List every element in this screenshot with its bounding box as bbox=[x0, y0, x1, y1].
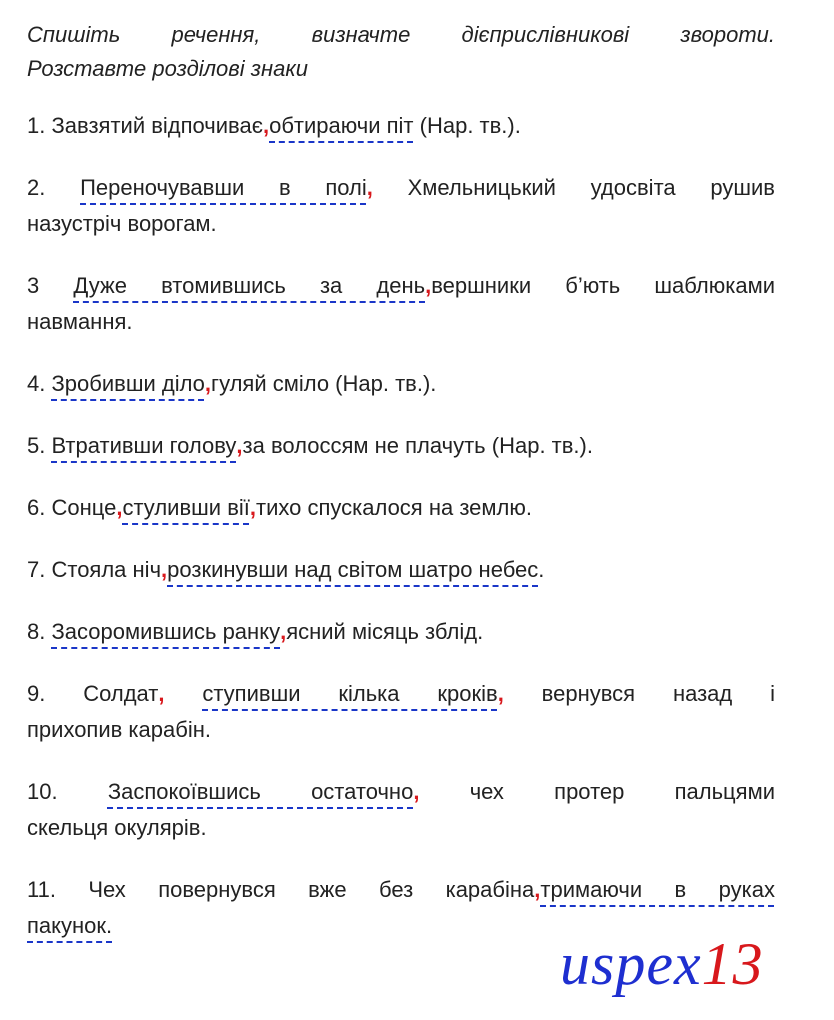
sentence-number: 6. bbox=[27, 495, 46, 520]
sentence-text: вершники б’ють шаблюками bbox=[431, 273, 775, 298]
participle-phrase: стуливши вії bbox=[122, 495, 250, 520]
watermark bbox=[560, 930, 764, 999]
sentence-number: 11. bbox=[27, 877, 56, 902]
sentence-number: 3 bbox=[27, 273, 40, 298]
sentence-number: 7. bbox=[27, 557, 46, 582]
participle-phrase: ступивши кілька кроків bbox=[202, 681, 498, 706]
comma-mark: , bbox=[497, 681, 504, 706]
comma-mark: , bbox=[236, 433, 243, 458]
sentence-text: Чех повернувся вже без карабіна bbox=[88, 877, 535, 902]
instruction-line-1: Спишіть речення, визначте дієприслівникові звороти. bbox=[27, 22, 775, 47]
sentence-text: чех протер пальцями bbox=[469, 779, 775, 804]
sentence-3 bbox=[27, 268, 775, 340]
sentence-9 bbox=[27, 676, 775, 748]
comma-mark: , bbox=[425, 273, 432, 298]
sentence-number: 4. bbox=[27, 371, 46, 396]
participle-phrase: Зробивши діло bbox=[51, 371, 205, 396]
sentence-text: Завзятий відпочиває bbox=[51, 113, 263, 138]
sentence-text: (Нар. тв.). bbox=[413, 113, 521, 138]
participle-phrase: Переночувавши в полі bbox=[80, 175, 367, 200]
sentence-8 bbox=[27, 614, 775, 650]
sentence-1 bbox=[27, 108, 775, 144]
comma-mark: , bbox=[262, 113, 270, 138]
worksheet bbox=[27, 18, 775, 970]
instruction-line-2: Розставте розділові знаки bbox=[27, 56, 308, 81]
sentence-text-line-2: скельця окулярів. bbox=[27, 815, 207, 840]
participle-phrase-line-2: пакунок. bbox=[27, 913, 113, 938]
sentence-number: 9. bbox=[27, 681, 46, 706]
participle-phrase: Засоромившись ранку bbox=[51, 619, 281, 644]
sentence-text: Солдат bbox=[83, 681, 159, 706]
sentence-number: 5. bbox=[27, 433, 46, 458]
watermark-number: 13 bbox=[701, 931, 764, 997]
comma-mark: , bbox=[158, 681, 165, 706]
sentence-text: вернувся назад і bbox=[541, 681, 775, 706]
sentence-text: за волоссям не плачуть (Нар. тв.). bbox=[242, 433, 593, 458]
instruction bbox=[27, 18, 775, 86]
comma-mark: , bbox=[204, 371, 212, 396]
sentence-text: ясний місяць зблід. bbox=[286, 619, 484, 644]
comma-mark: , bbox=[161, 557, 168, 582]
comma-mark: , bbox=[534, 877, 541, 902]
watermark-text: uspex bbox=[560, 931, 702, 997]
participle-phrase: Заспокоївшись остаточно bbox=[107, 779, 414, 804]
sentence-number: 10. bbox=[27, 779, 58, 804]
participle-phrase: розкинувши над світом шатро небес bbox=[167, 557, 539, 582]
comma-mark: , bbox=[366, 175, 373, 200]
sentence-text: . bbox=[538, 557, 545, 582]
sentence-4 bbox=[27, 366, 775, 402]
sentence-text: Стояла ніч bbox=[51, 557, 162, 582]
sentence-text: гуляй сміло (Нар. тв.). bbox=[211, 371, 437, 396]
sentence-text-line-2: назустріч ворогам. bbox=[27, 211, 217, 236]
sentence-text-line-2: прихопив карабін. bbox=[27, 717, 211, 742]
comma-mark: , bbox=[249, 495, 257, 520]
sentence-5 bbox=[27, 428, 775, 464]
sentence-text-line-2: навмання. bbox=[27, 309, 133, 334]
sentence-10 bbox=[27, 774, 775, 846]
participle-phrase: тримаючи в руках bbox=[540, 877, 775, 902]
sentence-2 bbox=[27, 170, 775, 242]
participle-phrase: Дуже втомившись за день bbox=[73, 273, 426, 298]
sentence-number: 8. bbox=[27, 619, 46, 644]
participle-phrase: Втративши голову bbox=[51, 433, 237, 458]
sentence-text: Хмельницький удосвіта рушив bbox=[407, 175, 775, 200]
sentence-number: 1. bbox=[27, 113, 46, 138]
participle-phrase: обтираючи піт bbox=[269, 113, 414, 138]
sentence-6 bbox=[27, 490, 775, 526]
sentence-text: тихо спускалося на землю. bbox=[256, 495, 532, 520]
comma-mark: , bbox=[280, 619, 287, 644]
sentence-number: 2. bbox=[27, 175, 46, 200]
comma-mark: , bbox=[116, 495, 123, 520]
sentence-7 bbox=[27, 552, 775, 588]
sentence-text: Сонце bbox=[51, 495, 117, 520]
comma-mark: , bbox=[413, 779, 420, 804]
